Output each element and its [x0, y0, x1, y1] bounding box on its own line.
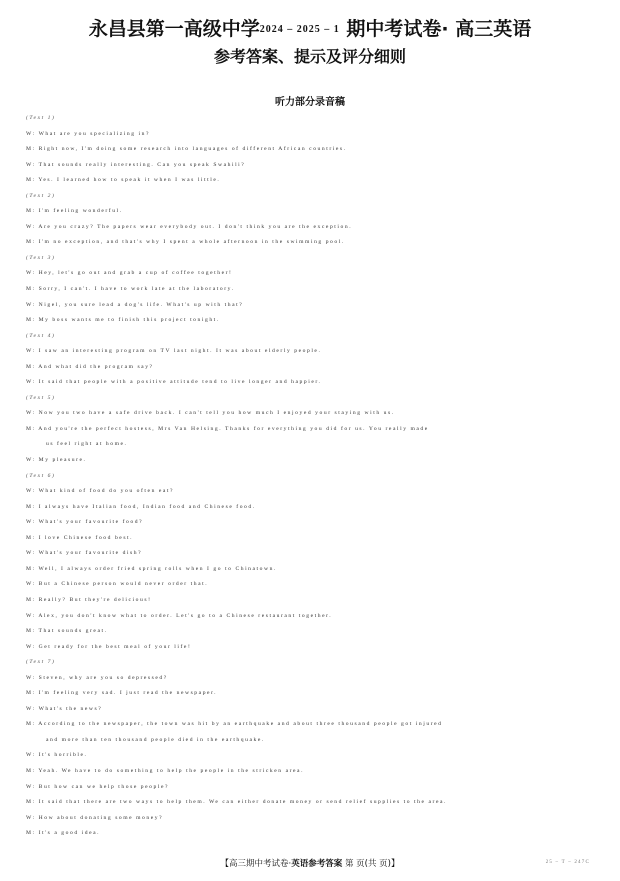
transcript-line: W: Now you two have a safe drive back. I can't tell you how much I enjoyed your staying with us. [26, 410, 395, 417]
title-suffix: 期中考试卷· 高三英语 [339, 18, 532, 40]
transcript-line: M: That sounds great. [26, 628, 108, 635]
transcript-line: M: I love Chinese food best. [26, 534, 134, 541]
transcript-line: W: What kind of food do you often eat? [26, 488, 175, 495]
transcript-section-label: (Text 4) [26, 332, 56, 339]
transcript-line: M: My boss wants me to finish this project tonight. [26, 317, 220, 324]
footer-text-left: 【高三期中考试卷· [220, 859, 292, 869]
transcript-line: W: Alex, you don't know what to order. Let's go to a Chinese restaurant together. [26, 612, 333, 619]
transcript-section-label: (Text 3) [26, 254, 56, 261]
transcript-line: M: It's a good idea. [26, 830, 101, 837]
transcript-line: M: I'm no exception, and that's why I spent a whole afternoon in the swimming pool. [26, 239, 345, 246]
transcript-line: us feel right at home. [46, 441, 128, 448]
transcript-line: W: But how can we help those people? [26, 783, 170, 790]
footer-text-right: 第 页(共 页)】 [344, 859, 400, 869]
transcript-line: W: That sounds really interesting. Can you speak Swahili? [26, 161, 246, 168]
title-year: 2024 – 2025 – 1 [259, 24, 340, 35]
transcript-line: W: Nigel, you sure lead a dog's life. What's up with that? [26, 301, 244, 308]
transcript-line: M: And what did the program say? [26, 363, 154, 370]
transcript-line: M: I'm feeling very sad. I just read the newspaper. [26, 690, 218, 697]
transcript-section-label: (Text 2) [26, 192, 56, 199]
transcript-line: M: Right now, I'm doing some research into languages of different African countries. [26, 146, 347, 153]
transcript-line: W: But a Chinese person would never order that. [26, 581, 209, 588]
transcript-line: M: I'm feeling wonderful. [26, 208, 123, 215]
transcript-line: W: I saw an interesting program on TV last night. It was about elderly people. [26, 348, 322, 355]
transcript-line: W: It said that people with a positive attitude tend to live longer and happier. [26, 379, 322, 386]
transcript-line: and more than ten thousand people died in the earthquake. [46, 736, 265, 743]
transcript-line: M: According to the newspaper, the town was hit by an earthquake and about three thousand people got injured [26, 721, 443, 728]
transcript-line: W: Get ready for the best meal of your life! [26, 643, 192, 650]
transcript-line: W: My pleasure. [26, 457, 87, 464]
transcript-section-label: (Text 7) [26, 659, 56, 666]
section-title: 听力部分录音稿 [275, 97, 345, 108]
transcript-line: M: Well, I always order fried spring rolls when I go to Chinatown. [26, 565, 277, 572]
transcript-section-label: (Text 6) [26, 472, 56, 479]
transcript-line: W: Are you crazy? The papers wear everybody out. I don't think you are the exception. [26, 223, 353, 230]
transcript-line: W: What's the news? [26, 705, 103, 712]
transcript-line: M: Yes. I learned how to speak it when I was little. [26, 177, 221, 184]
transcript-line: W: What's your favourite food? [26, 519, 144, 526]
transcript-section-label: (Text 5) [26, 394, 56, 401]
footer-text-bold: 英语参考答案 [291, 859, 343, 869]
document-code: 25 – T – 247C [545, 860, 590, 865]
transcript-line: M: Yeah. We have to do something to help the people in the stricken area. [26, 767, 305, 774]
transcript-line: M: It said that there are two ways to help them. We can either donate money or send relief supplies to the area. [26, 799, 447, 806]
page-title [0, 14, 620, 41]
transcript-line: M: I always have Italian food, Indian food and Chinese food. [26, 503, 256, 510]
transcript-line: M: Sorry, I can't. I have to work late at the laboratory. [26, 286, 235, 293]
title-prefix: 永昌县第一高级中学 [88, 18, 260, 40]
page-footer [0, 857, 620, 869]
transcript [26, 111, 598, 842]
transcript-line: W: How about donating some money? [26, 814, 164, 821]
transcript-line: M: Really? But they're delicious! [26, 596, 152, 603]
transcript-line: W: Steven, why are you so depressed? [26, 674, 168, 681]
transcript-line: M: And you're the perfect hostess, Mrs Van Helsing. Thanks for everything you did for us. You really made [26, 425, 429, 432]
page-subtitle: 参考答案、提示及评分细则 [213, 47, 406, 66]
transcript-line: W: Hey, let's go out and grab a cup of coffee together! [26, 270, 233, 277]
transcript-line: W: What are you specializing in? [26, 130, 150, 137]
transcript-section-label: (Text 1) [26, 115, 56, 121]
transcript-line: W: What's your favourite dish? [26, 550, 143, 557]
transcript-line: W: It's horrible. [26, 752, 88, 759]
